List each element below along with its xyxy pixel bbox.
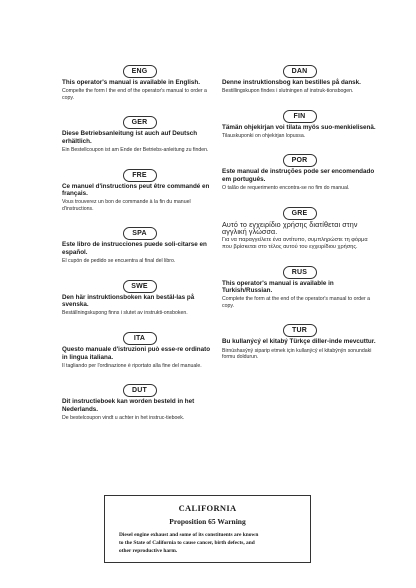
language-entry-gre bbox=[222, 202, 377, 251]
language-heading: Αυτό το εγχειρίδιο χρήσης διατίθεται στην αγγλική γλώσσα. bbox=[222, 219, 358, 237]
language-badge-eng: ENG bbox=[123, 65, 157, 78]
language-note: De bestelcoupon vindt u achter in het instruc-tieboek. bbox=[62, 414, 185, 421]
language-note: Tilauskuponki on ohjekirjan lopussa. bbox=[222, 132, 306, 139]
language-badge-rus: RUS bbox=[283, 266, 317, 279]
language-heading: This operator's manual is available in Turkish/Russian. bbox=[222, 279, 334, 295]
language-heading: Ce manuel d'instructions peut être commandé en français. bbox=[62, 182, 210, 198]
language-note: Birnúshasýný siparip etmek için kullanýcý el kitabýnýn sonundaki formu doldurun. bbox=[222, 347, 372, 361]
language-entry-rus bbox=[222, 261, 377, 310]
language-heading: Questo manuale d'istruzioni può esse-re ordinato in lingua italiana. bbox=[62, 346, 211, 361]
language-note: Για να παραγγείλετε ένα αντίτυπο, συμπληρώστε τη φόρμα που βρίσκεται στο τέλος αυτού του εγχειρίδιου χρήσης. bbox=[222, 237, 368, 250]
language-heading: Bu kullanýcý el kitabý Türkçe diller-inde mevcuttur. bbox=[222, 338, 376, 346]
language-badge-ita: ITA bbox=[123, 332, 157, 345]
warning-line: to the State of California to cause cancer, birth defects, and bbox=[119, 540, 255, 546]
language-heading: Este manual de instruções pode ser encomendado em português. bbox=[222, 168, 375, 183]
california-title: CALIFORNIA bbox=[178, 503, 237, 513]
warning-text bbox=[119, 531, 310, 555]
language-entry-ger bbox=[62, 111, 217, 153]
language-entry-eng bbox=[62, 60, 217, 101]
language-entry-dut bbox=[62, 379, 217, 421]
language-heading: Den här instruktionsboken kan bestäl-las på svenska. bbox=[62, 293, 195, 309]
language-badge-por: POR bbox=[283, 154, 317, 167]
language-entry-fin bbox=[222, 105, 377, 140]
language-badge-fin: FIN bbox=[283, 110, 317, 123]
language-badge-spa: SPA bbox=[123, 227, 157, 240]
language-note: O talão de requerimento encontra-se no fim do manual. bbox=[222, 185, 350, 192]
language-entry-spa bbox=[62, 222, 217, 264]
language-badge-swe: SWE bbox=[123, 280, 157, 293]
language-note: Il tagliando per l'ordinazione è riportato alla fine del manuale. bbox=[62, 362, 202, 369]
language-heading: Tämän ohjekirjan voi tilata myös suo-menkielisenä. bbox=[222, 123, 376, 131]
warning-line: Diesel engine exhaust and some of its constituents are known bbox=[119, 532, 259, 538]
language-badge-gre: GRE bbox=[283, 207, 317, 220]
language-note: El cupón de pedido se encuentra al final del libro. bbox=[62, 258, 176, 265]
language-badge-ger: GER bbox=[123, 116, 157, 129]
language-entry-tur bbox=[222, 319, 377, 360]
language-note: Ein Bestellcoupon ist am Ende der Betriebs-anleitung zu finden. bbox=[62, 146, 209, 153]
language-badge-fre: FRE bbox=[123, 169, 157, 182]
language-note: Beställningskupong finns i slutet av instrukti-onsboken. bbox=[62, 310, 188, 317]
language-entry-dan bbox=[222, 60, 377, 95]
language-entry-swe bbox=[62, 275, 217, 317]
proposition-65-subtitle: Proposition 65 Warning bbox=[169, 517, 246, 526]
language-entry-ita bbox=[62, 327, 217, 369]
language-note: Complete the form at the end of the operator's manual to order a copy. bbox=[222, 296, 371, 309]
language-heading: Diese Betriebsanleitung ist auch auf Deutsch erhältlich. bbox=[62, 130, 198, 145]
language-entry-fre bbox=[62, 164, 217, 213]
language-note: Vous trouverez un bon de commande à la fin du manuel d'instructions. bbox=[62, 199, 191, 212]
right-language-column bbox=[222, 60, 377, 361]
language-heading: Denne instruktionsbog kan bestilles på dansk. bbox=[222, 79, 361, 86]
language-entry-por bbox=[222, 149, 377, 191]
language-note: Compelte the form l the end of the operator's manual to order a copy. bbox=[62, 88, 207, 101]
language-heading: This operator's manual is available in English. bbox=[62, 79, 200, 86]
california-warning-box bbox=[104, 495, 311, 563]
language-badge-dan: DAN bbox=[283, 65, 317, 78]
language-heading: Este libro de instrucciones puede soli-citarse en español. bbox=[62, 241, 207, 257]
language-badge-tur: TUR bbox=[283, 324, 317, 337]
left-language-column bbox=[62, 60, 217, 422]
language-badge-dut: DUT bbox=[123, 384, 157, 397]
warning-line: other reproductive harm. bbox=[119, 548, 178, 554]
language-heading: Dit instructieboek kan worden besteld in het Nederlands. bbox=[62, 398, 195, 413]
language-note: Bestillingskupon findes i slutningen af instruk-tionsbogen. bbox=[222, 88, 354, 95]
